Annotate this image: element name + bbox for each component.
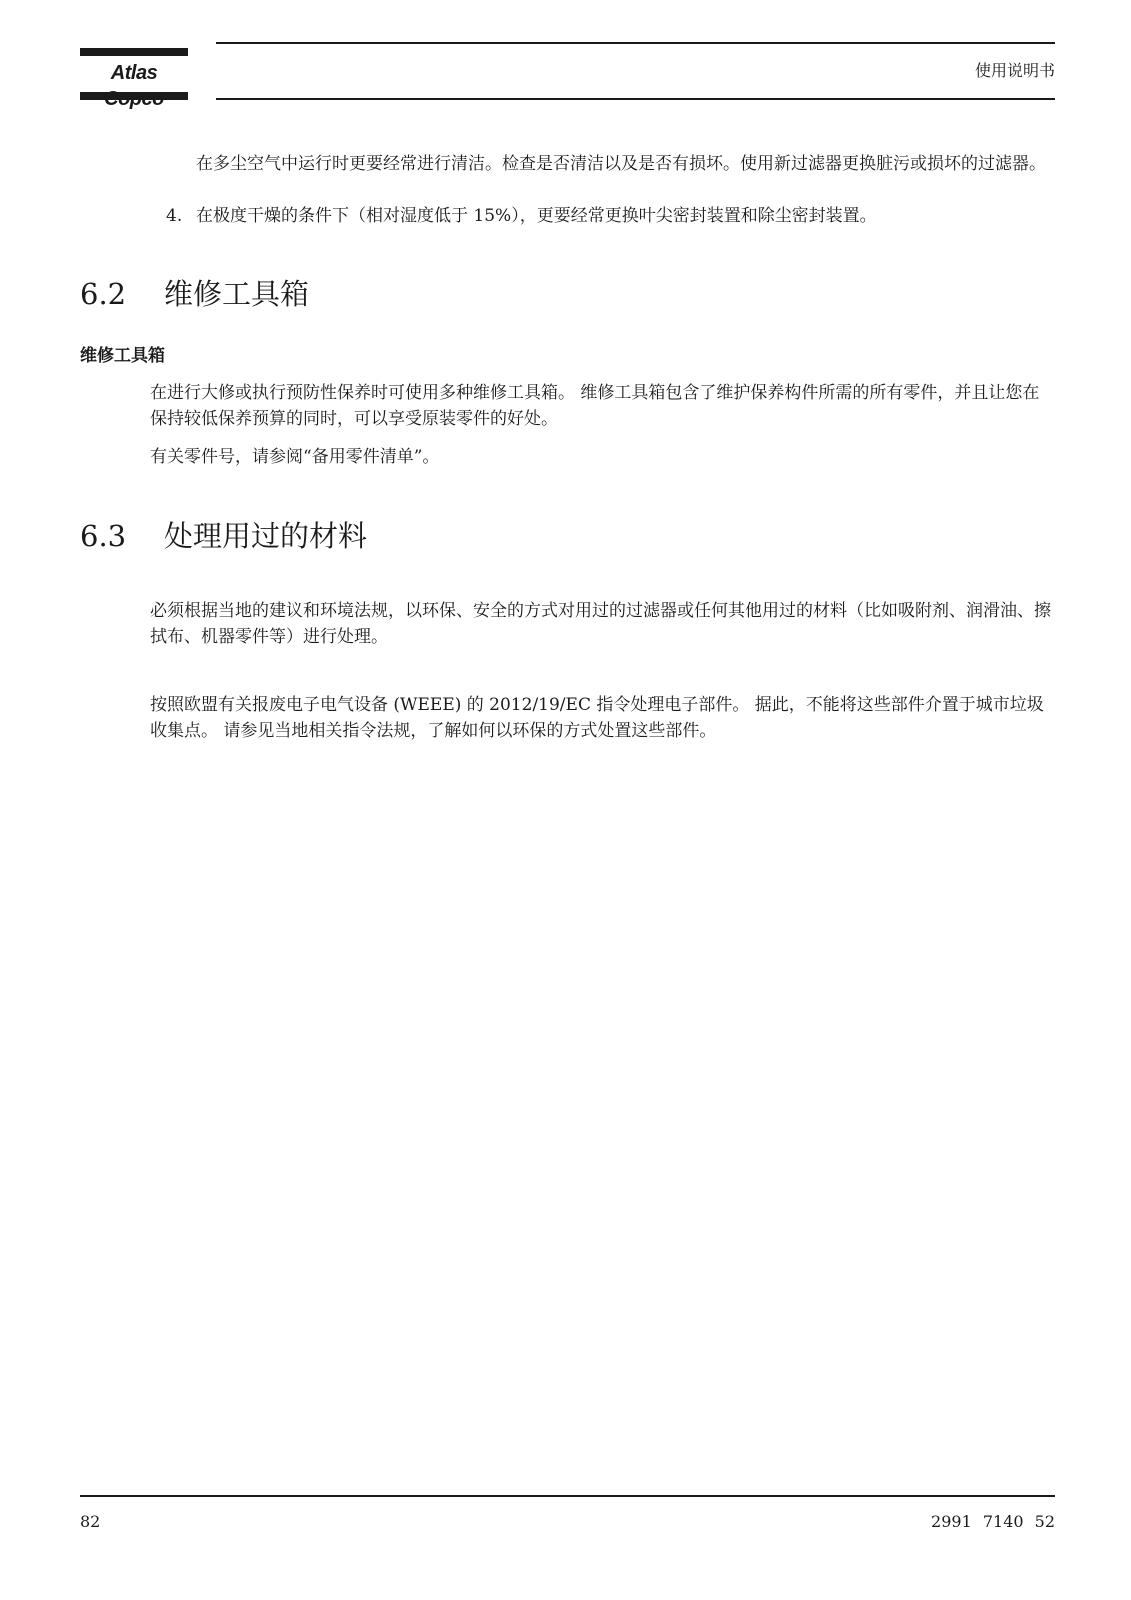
document-type: 使用说明书: [974, 61, 1055, 80]
atlas-copco-logo: [80, 46, 188, 102]
section-title: 维修工具箱: [164, 277, 310, 311]
section-number: 6.3: [80, 519, 127, 553]
continued-paragraph: 在多尘空气中运行时更要经常进行清洁。检查是否清洁以及是否有损坏。使用新过滤器更换脏污或损坏的过滤器。: [196, 154, 1046, 174]
service-kits-paragraph: 在进行大修或执行预防性保养时可使用多种维修工具箱。 维修工具箱包含了维护保养构件所需的所有零件，并且让您在保持较低保养预算的同时，可以享受原装零件的好处。: [150, 383, 1040, 429]
section-heading-6-3: [80, 518, 367, 554]
logo-bar-bottom: [80, 92, 188, 100]
list-item: [166, 203, 1056, 229]
page-number: 82: [80, 1512, 101, 1531]
logo-text: Atlas: [110, 62, 158, 84]
list-item-number: 4.: [166, 206, 183, 226]
logo-bar-top: [80, 48, 188, 56]
parts-list-reference: 有关零件号，请参阅“备用零件清单”。: [150, 447, 440, 467]
section-title: 处理用过的材料: [164, 519, 368, 553]
disposal-paragraph: 必须根据当地的建议和环境法规，以环保、安全的方式对用过的过滤器或任何其他用过的材料（比如吸附剂、润滑油、擦拭布、机器零件等）进行处理。: [150, 601, 1051, 647]
footer-rule: [80, 1495, 1055, 1497]
document-number: 2991 7140 52: [931, 1512, 1055, 1531]
header-rule-bottom: [216, 98, 1055, 100]
section-number: 6.2: [80, 277, 127, 311]
list-item-text: 在极度干燥的条件下（相对湿度低于 15%），更要经常更换叶尖密封装置和除尘密封装置。: [196, 206, 877, 226]
header-rule-top: [216, 42, 1055, 44]
subheading-service-kits: 维修工具箱: [80, 346, 165, 366]
section-heading-6-2: [80, 276, 309, 312]
weee-paragraph: 按照欧盟有关报废电子电气设备 (WEEE) 的 2012/19/EC 指令处理电子部件。 据此，不能将这些部件介置于城市垃圾收集点。 请参见当地相关指令法规，了解如何以环保的方式处置这些部件。: [150, 695, 1044, 741]
